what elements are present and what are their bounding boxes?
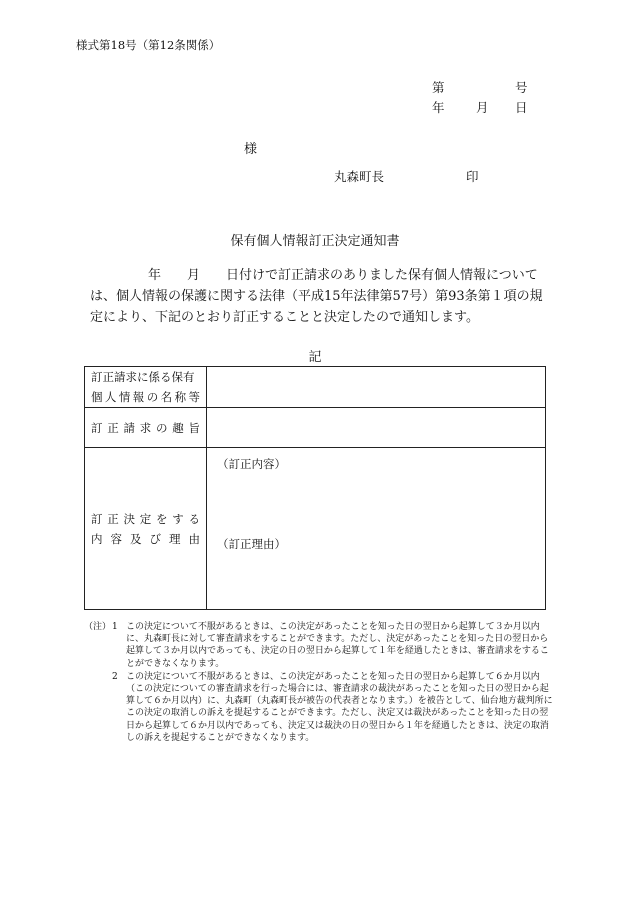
value-cell-info-name[interactable] [207, 367, 546, 408]
body-year: 年 [148, 268, 162, 283]
body-month: 月 [187, 268, 201, 283]
label-cell-info-name [85, 367, 207, 408]
note-text: この決定について不服があるときは、この決定があったことを知った日の翌日から起算して３か月以内に、丸森町長に対して審査請求をすることができます。ただし、決定があったことを知った日の翌日から起算して３か月以内であっても、決定の日の翌日から起算して１年を経過したときは、審査請求をすることができなくなります。 [126, 622, 549, 669]
correction-reason-label: （訂正理由） [217, 537, 286, 551]
correction-content-label: （訂正内容） [217, 457, 286, 471]
date-year: 年 [432, 100, 445, 115]
label-decision-line2: 内容及び理由 [91, 531, 200, 546]
note-number: 1 [112, 622, 118, 632]
label-info-name-line1: 訂正請求に係る保有 [91, 370, 195, 384]
body-text: 日付けで訂正請求のありました保有個人情報については、個人情報の保護に関する法律（平成15年法律第57号）第93条第１項の規定により、下記のとおり訂正することと決定したので通知します。 [90, 268, 543, 325]
note-item [84, 671, 554, 744]
notes-head: （注） [84, 622, 112, 632]
correction-table [84, 366, 546, 610]
label-cell-request-purpose [85, 408, 207, 448]
form-number: 様式第18号（第12条関係） [76, 38, 221, 52]
seal-mark: 印 [466, 169, 479, 184]
issuer-name: 丸森町長 [334, 169, 385, 184]
label-info-name-line2: 個人情報の名称等 [91, 390, 200, 404]
doc-number-prefix: 第 [432, 80, 445, 95]
note-number: 2 [112, 671, 118, 682]
label-request-purpose: 訂正請求の趣旨 [91, 420, 200, 435]
ki-heading: 記 [308, 350, 322, 365]
label-cell-decision [85, 448, 207, 610]
document-title: 保有個人情報訂正決定通知書 [230, 234, 400, 249]
note-item [84, 621, 554, 670]
label-decision-line1: 訂正決定をする [91, 511, 200, 526]
doc-number-suffix: 号 [515, 80, 528, 95]
value-cell-decision[interactable] [207, 448, 546, 610]
notes-section [84, 621, 554, 744]
date-month: 月 [476, 100, 489, 115]
date-day: 日 [515, 100, 528, 115]
addressee-suffix: 様 [244, 142, 258, 157]
value-cell-request-purpose[interactable] [207, 408, 546, 448]
notice-body [90, 265, 550, 328]
note-text: この決定について不服があるときは、この決定があったことを知った日の翌日から起算して６か月以内（この決定についての審査請求を行った場合には、審査請求の裁決があったことを知った日の翌日から起算して６か月以内）に、丸森町（丸森町長が被告の代表者となります。）を被告として、仙台地方裁判所にこの決定の取消しの訴えを提起することができます。ただし、決定又は裁決があったことを知った日の翌日から起算して６か月以内であっても、決定又は裁決の日の翌日から１年を経過したときは、決定の取消しの訴えを提起することができなくなります。 [126, 671, 553, 743]
